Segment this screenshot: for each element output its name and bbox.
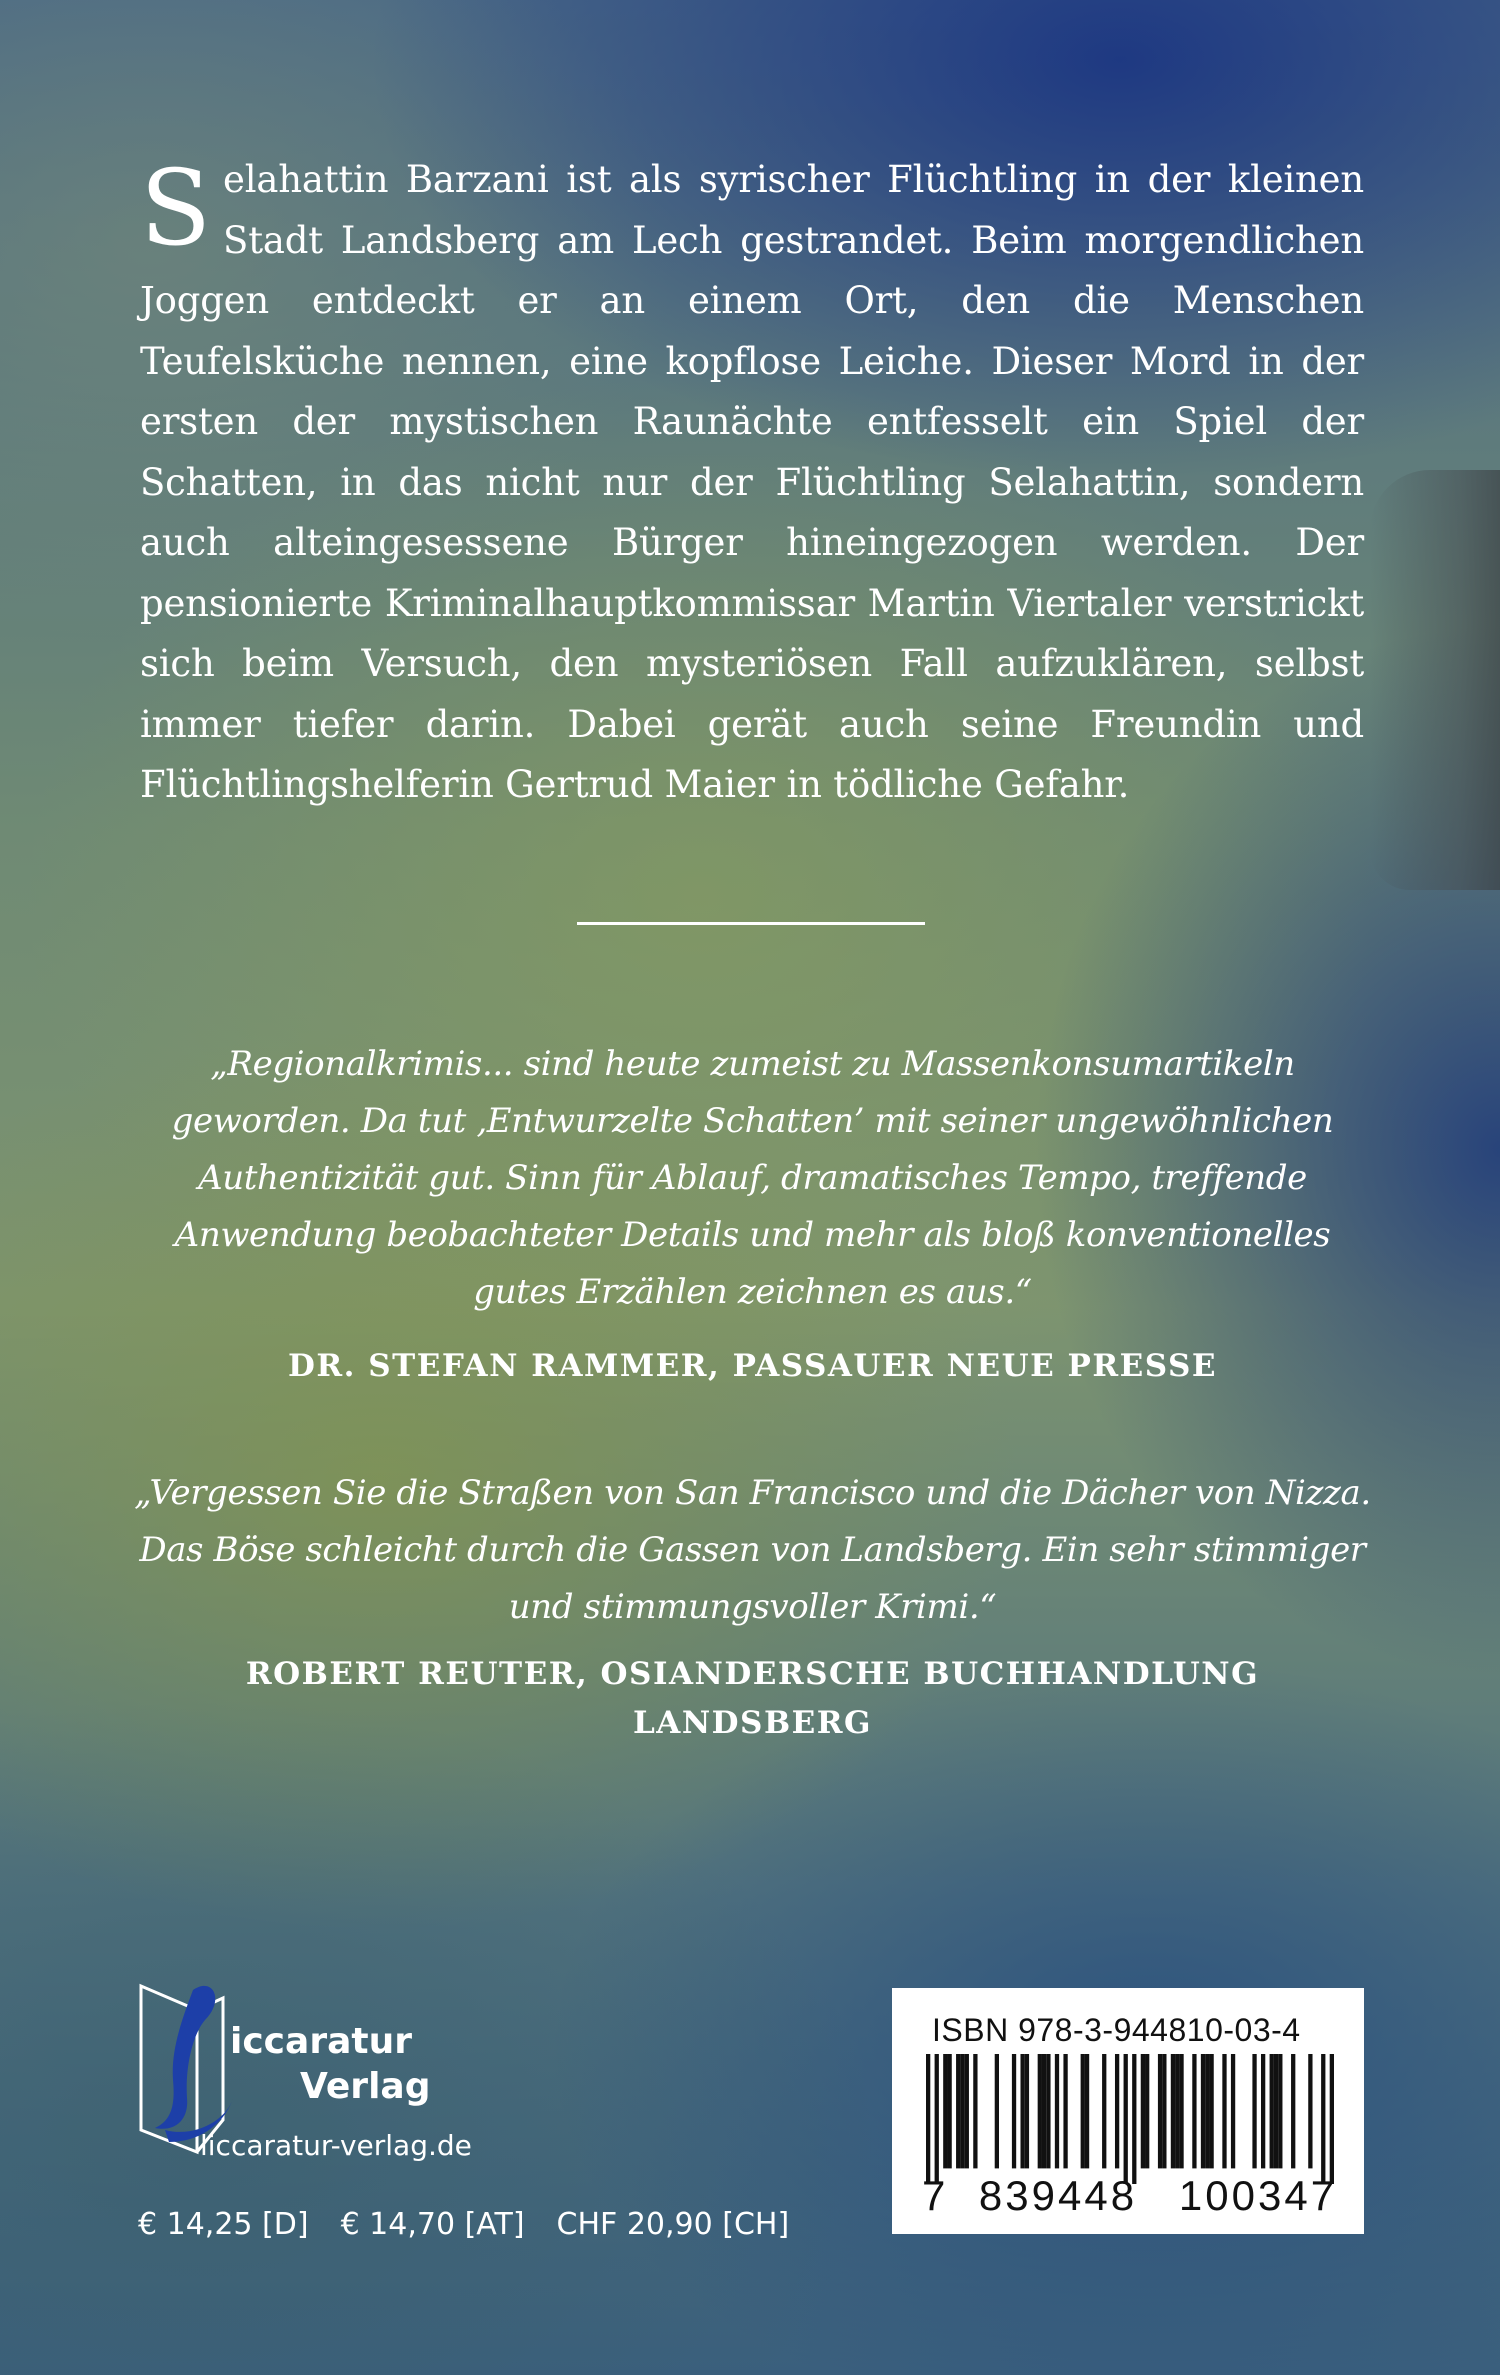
- barcode-bar: [1222, 2054, 1226, 2168]
- barcode-bar: [1085, 2054, 1089, 2168]
- price-ch: CHF 20,90 [CH]: [556, 2207, 790, 2242]
- barcode-bar: [1291, 2054, 1295, 2168]
- barcode-bar: [947, 2054, 951, 2168]
- barcode-bar: [1278, 2054, 1282, 2168]
- publisher-name: iccaratur: [230, 2021, 412, 2062]
- barcode-bar: [943, 2054, 947, 2168]
- price-de: € 14,25 [D]: [138, 2207, 309, 2242]
- barcode-bar: [1038, 2054, 1042, 2168]
- barcode-bar: [973, 2054, 977, 2168]
- drop-cap: S: [140, 147, 212, 269]
- review-quote-2: „Vergessen Sie die Straßen von San Francisco und die Dächer von Nizza. Das Böse schleicht durch die Gassen von Landsberg. Ein sehr stimmiger und stimmungsvoller Krimi.“: [134, 1473, 1371, 1627]
- ean-left-group: 839448: [978, 2172, 1138, 2219]
- barcode-bar: [1042, 2054, 1046, 2168]
- barcode-bar: [1274, 2054, 1278, 2168]
- barcode-bar: [1124, 2054, 1128, 2184]
- barcode-bar: [1063, 2054, 1067, 2168]
- barcode-bar: [1308, 2054, 1312, 2168]
- barcode-bar: [1132, 2054, 1136, 2184]
- isbn-barcode: [892, 1988, 1364, 2234]
- barcode-bar: [1192, 2054, 1196, 2168]
- barcode-bar: [1145, 2054, 1149, 2168]
- barcode-bar: [1046, 2054, 1050, 2168]
- barcode-bar: [1205, 2054, 1209, 2168]
- barcode-bars: [926, 2054, 1334, 2184]
- barcode-bar: [1025, 2054, 1029, 2168]
- barcode-bar: [1201, 2054, 1205, 2168]
- barcode-bar: [1252, 2054, 1256, 2168]
- barcode-bar: [995, 2054, 999, 2168]
- barcode-bar: [1330, 2054, 1334, 2184]
- barcode-bar: [965, 2054, 969, 2168]
- barcode-bar: [1115, 2054, 1119, 2168]
- ean-first-digit: 7: [922, 2172, 946, 2219]
- barcode-bar: [935, 2054, 939, 2184]
- isbn-label: ISBN 978-3-944810-03-4: [932, 2012, 1301, 2048]
- barcode-bar: [1321, 2054, 1325, 2184]
- barcode-bar: [1231, 2054, 1235, 2168]
- barcode-bar: [1270, 2054, 1274, 2168]
- barcode-bar: [1162, 2054, 1166, 2168]
- publisher-sub: Verlag: [300, 2066, 431, 2107]
- barcode-bar: [1141, 2054, 1145, 2168]
- barcode-bar: [1171, 2054, 1175, 2168]
- barcode-bar: [1179, 2054, 1183, 2168]
- barcode-bar: [1209, 2054, 1213, 2168]
- barcode-bar: [1158, 2054, 1162, 2168]
- barcode-bar: [1081, 2054, 1085, 2168]
- ean-right-group: 100347: [1178, 2172, 1338, 2219]
- blurb-text: [140, 147, 1364, 816]
- barcode-bar: [1012, 2054, 1016, 2168]
- barcode-bar: [1020, 2054, 1024, 2168]
- barcode-bar: [1055, 2054, 1059, 2168]
- barcode-bar: [960, 2054, 964, 2168]
- review-source-2: ROBERT REUTER, OSIANDERSCHE BUCHHANDLUNG LANDSBERG: [245, 1656, 1260, 1741]
- blurb-body: elahattin Barzani ist als syrischer Flüchtling in der kleinen Stadt Landsberg am Lech gestrandet. Beim morgendlichen Joggen entdeckt er an einem Ort, den die Menschen Teufelsküche nennen, eine kopflose Leiche. Dieser Mord in der ersten der mystischen Raunächte entfesselt ein Spiel der Schatten, in das nicht nur der Flüchtling Selahattin, sondern auch alteingesessene Bürger hineingezogen werden. Der pensionierte Kriminalhauptkommissar Martin Viertaler verstrickt sich beim Versuch, den mysteriösen Fall aufzuklären, selbst immer tiefer darin. Dabei gerät auch seine Freundin und Flüchtlingshelferin Gertrud Maier in tödliche Gefahr.: [140, 158, 1364, 806]
- barcode-bar: [1261, 2054, 1265, 2168]
- barcode-bar: [926, 2054, 930, 2184]
- review-source-1: DR. STEFAN RAMMER, PASSAUER NEUE PRESSE: [288, 1348, 1217, 1384]
- barcode-bar: [1102, 2054, 1106, 2168]
- barcode-bar: [956, 2054, 960, 2168]
- price-at: € 14,70 [AT]: [340, 2207, 525, 2242]
- publisher-url[interactable]: liccaratur-verlag.de: [200, 2129, 472, 2162]
- ean-digits: [922, 2172, 1358, 2220]
- review-quote-1: „Regionalkrimis... sind heute zumeist zu Massenkonsumartikeln geworden. Da tut ‚Entwurzelte Schatten’ mit seiner ungewöhnlichen Authentizität gut. Sinn für Ablauf, dramatisches Tempo, treffende Anwendung beobachteter Details und mehr als bloß konventionelles gutes Erzählen zeichnen es aus.“: [171, 1044, 1334, 1312]
- price-list: [138, 2205, 789, 2245]
- divider-line: [577, 922, 925, 925]
- barcode-bar: [1175, 2054, 1179, 2168]
- background-figure-shadow: [1370, 470, 1500, 890]
